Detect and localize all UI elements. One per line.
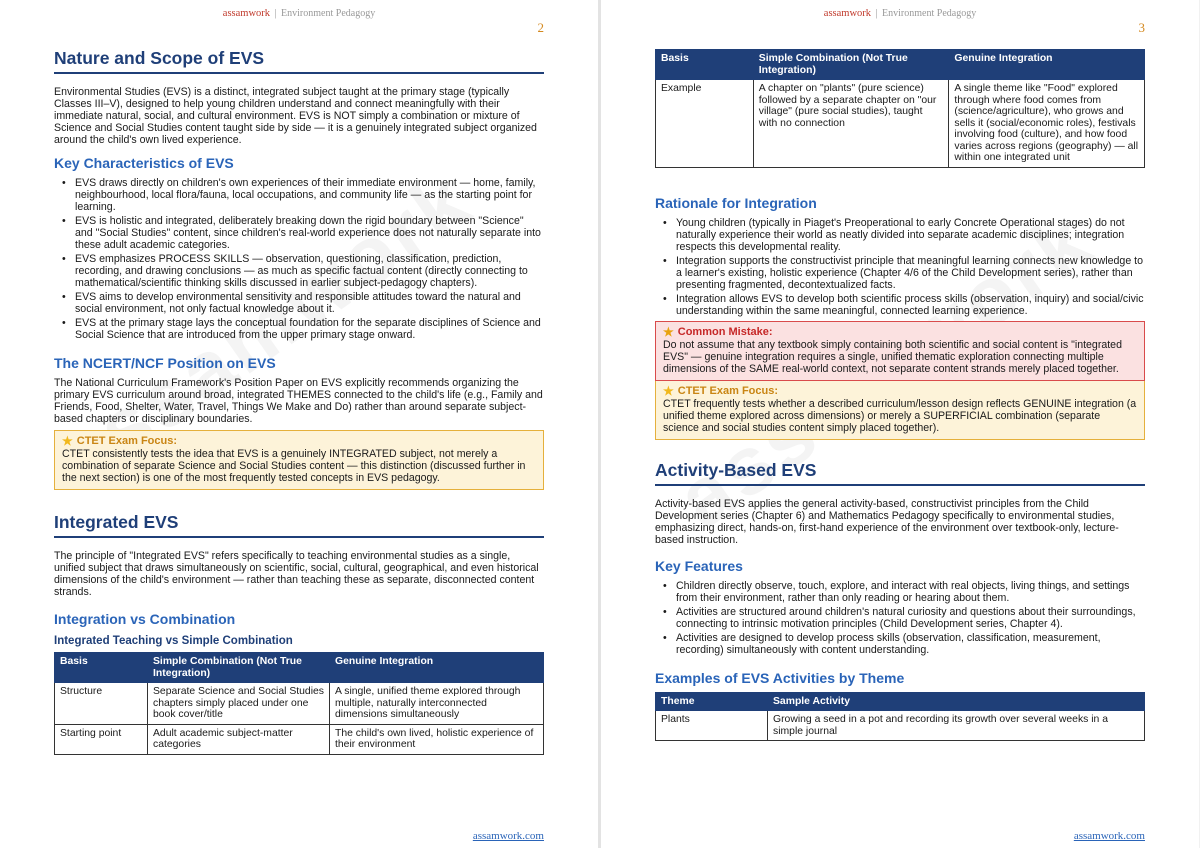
star-icon: ★ <box>663 383 674 398</box>
page-number: 2 <box>537 20 544 35</box>
activity-paragraph: Activity-based EVS applies the general activity-based, constructivist principles from the Child Development series (Chapter 6) and Mathematics Pedagogy specifically to environmental studies, emphasizing direct, hands-on, first-hand experience of the environment over textbook-only, lecture-based instruction. <box>655 497 1119 546</box>
right-page <box>601 0 1199 848</box>
table-caption: Integrated Teaching vs Simple Combination <box>54 635 293 647</box>
list-item: • Integration allows EVS to develop both scientific process skills (observation, inquiry) and social/civic understanding within the same meaningful, connected learning experience. <box>663 292 1144 317</box>
table-header: Theme <box>656 692 768 711</box>
star-icon: ★ <box>62 434 73 448</box>
heading-integration-vs-combination: Integration vs Combination <box>54 611 236 627</box>
footer-link[interactable]: assamwork.com <box>1073 830 1145 842</box>
comparison-table-continued <box>655 49 1145 168</box>
common-mistake-callout: ★ Common Mistake: Do not assume that any textbook simply containing both scientific and social content is "integrated EVS" — genuine integration requires a single, unified thematic exploration connecting multiple dimensions of the SAME real-world context, not separate content strands merely placed together. <box>655 321 1145 381</box>
header-brand: assamwork <box>823 8 872 19</box>
running-header <box>0 8 598 19</box>
intro-paragraph: Environmental Studies (EVS) is a distinct, integrated subject taught at the primary stage (typically Classes III–V), designed to help young children understand and connect meaningfully with their immediate natural, social, and cultural environment. EVS is NOT simply a combination or mixture of Science and Social Studies content taught side by side — it is a genuinely integrated subject organized around the child's own lived experience. <box>54 86 537 146</box>
header-subject: Environment Pedagogy <box>882 8 977 19</box>
list-item: • Children directly observe, touch, explore, and interact with real objects, living things, and settings from their environment, rather than only reading or hearing about them. <box>663 579 1130 604</box>
list-item: • EVS aims to develop environmental sensitivity and responsible attitudes toward the natural and social environment, not only factual knowledge about it. <box>62 291 521 315</box>
ncert-paragraph: The National Curriculum Framework's Position Paper on EVS explicitly recommends organizing the primary EVS curriculum around broad, integrated THEMES connected to the child's life (e.g., Family and Friends, Food, Shelter, Water, Travel, Things We Make and Do) rather than around separate subject-based chapters or disciplinary boundaries. <box>54 377 543 425</box>
running-header <box>601 8 1199 19</box>
header-separator: | <box>274 8 277 19</box>
list-item: • EVS at the primary stage lays the conceptual foundation for the separate disciplines of Science and Social Science that are introduced from the upper primary stage onward. <box>62 317 541 341</box>
ctet-callout-text: CTET frequently tests whether a described curriculum/lesson design reflects GENUINE integration (a unified theme explored across dimensions) or merely a SUPERFICIAL combination (separate science and social studies content simply placed together). <box>663 397 1137 434</box>
header-brand: assamwork <box>222 8 271 19</box>
list-item: • EVS draws directly on children's own experiences of their immediate environment — home, family, neighbourhood, local flora/fauna, local occupations, and community life — as the starting point for learning. <box>62 177 536 213</box>
comparison-table <box>54 652 544 755</box>
table-row: Starting point Adult academic subject-matter categories The child's own lived, holistic experience of their environment <box>55 724 544 754</box>
list-item: • EVS emphasizes PROCESS SKILLS — observation, questioning, classification, prediction, recording, and drawing conclusions — as much as specific factual content (directly connecting to mathematical/scientific thinking skills discussed in earlier subject-pedagogy chapters). <box>62 253 528 289</box>
integrated-paragraph: The principle of "Integrated EVS" refers specifically to teaching environmental studies as a single, unified subject that draws simultaneously on scientific, social, cultural, geographical, and even historical dimensions of the child's environment — rather than teaching these as separate, disconnected content strands. <box>54 550 539 598</box>
table-row: Structure Separate Science and Social Studies chapters simply placed under one book cover/title A single, unified theme explored through multiple, naturally interconnected dimensions simultaneously <box>55 683 544 725</box>
table-header: Sample Activity <box>768 692 1145 711</box>
heading-ncert-position: The NCERT/NCF Position on EVS <box>54 355 276 371</box>
heading-key-features: Key Features <box>655 557 743 574</box>
table-header: Genuine Integration <box>330 653 544 683</box>
list-item: • EVS is holistic and integrated, deliberately breaking down the rigid boundary between "Science" and "Social Studies" content, since children's real-world experience does not naturally separate into these adult academic categories. <box>62 215 541 251</box>
header-separator: | <box>875 8 878 19</box>
ctet-callout: ★ CTET Exam Focus: CTET frequently tests whether a described curriculum/lesson design reflects GENUINE integration (a unified theme explored across dimensions) or merely a SUPERFICIAL combination (separate science and social studies content simply placed together). <box>655 381 1145 440</box>
rationale-list <box>655 217 1145 317</box>
key-characteristics-list <box>54 177 544 341</box>
table-header: Basis <box>656 50 754 80</box>
table-header: Genuine Integration <box>949 50 1145 80</box>
right-content <box>655 49 1145 741</box>
warning-icon: ★ <box>663 324 674 339</box>
heading-rationale: Rationale for Integration <box>655 194 817 211</box>
section-title-activity: Activity-Based EVS <box>655 460 1145 486</box>
heading-key-characteristics: Key Characteristics of EVS <box>54 155 234 171</box>
table-header: Basis <box>55 653 148 683</box>
heading-examples: Examples of EVS Activities by Theme <box>655 669 905 686</box>
features-list <box>655 580 1145 656</box>
left-content <box>54 48 544 755</box>
table-header: Simple Combination (Not True Integration) <box>753 50 949 80</box>
section-title-nature: Nature and Scope of EVS <box>54 48 544 74</box>
list-item: • Young children (typically in Piaget's Preoperational to early Concrete Operational stages) do not naturally experience their world as neatly divided into separate academic disciplines; integration respects this developmental reality. <box>663 216 1125 253</box>
left-page <box>0 0 598 848</box>
list-item: • Activities are structured around children's natural curiosity and questions about their surroundings, connecting to intrinsic motivation principles (Child Development series, Chapter 4). <box>663 605 1136 630</box>
list-item: • Integration supports the constructivist principle that meaningful learning connects new knowledge to a learner's existing, holistic experience (Chapter 4/6 of the Child Development series), rather than presenting fragmented, decontextualized facts. <box>663 254 1143 291</box>
section-title-integrated: Integrated EVS <box>54 512 544 538</box>
footer-link[interactable]: assamwork.com <box>472 830 544 842</box>
list-item: • Activities are designed to develop process skills (observation, classification, measurement, recording) simultaneously with content understanding. <box>663 631 1101 656</box>
header-subject: Environment Pedagogy <box>281 8 376 19</box>
common-mistake-text: Do not assume that any textbook simply containing both scientific and social content is "integrated EVS" — genuine integration requires a single, unified thematic exploration connecting multiple dimensions of the SAME real-world context, not separate content strands merely placed together. <box>663 338 1122 375</box>
ctet-callout: ★ CTET Exam Focus: CTET consistently tests the idea that EVS is a genuinely INTEGRATED subject, not merely a combination of separate Science and Social Studies content — this distinction (discussed further in the next section) is one of the most frequently tested concepts in EVS pedagogy. <box>54 430 544 490</box>
examples-table <box>655 692 1145 742</box>
ctet-callout-text: CTET consistently tests the idea that EVS is a genuinely INTEGRATED subject, not merely a combination of separate Science and Social Studies content — this distinction (discussed further in the next section) is one of the most frequently tested concepts in EVS pedagogy. <box>62 448 526 484</box>
table-header: Simple Combination (Not True Integration) <box>148 653 330 683</box>
page-number: 3 <box>1138 20 1145 35</box>
table-row: Plants Growing a seed in a pot and recording its growth over several weeks in a simple journal <box>656 711 1145 741</box>
table-row: Example A chapter on "plants" (pure science) followed by a separate chapter on "our village" (pure social studies), taught with no connection A single theme like "Food" explored through where food comes from (science/agriculture), who grows and sells it (social/economic roles), festivals involving food (culture), and how food varies across regions (geography) — all within one integrated unit <box>656 80 1145 168</box>
